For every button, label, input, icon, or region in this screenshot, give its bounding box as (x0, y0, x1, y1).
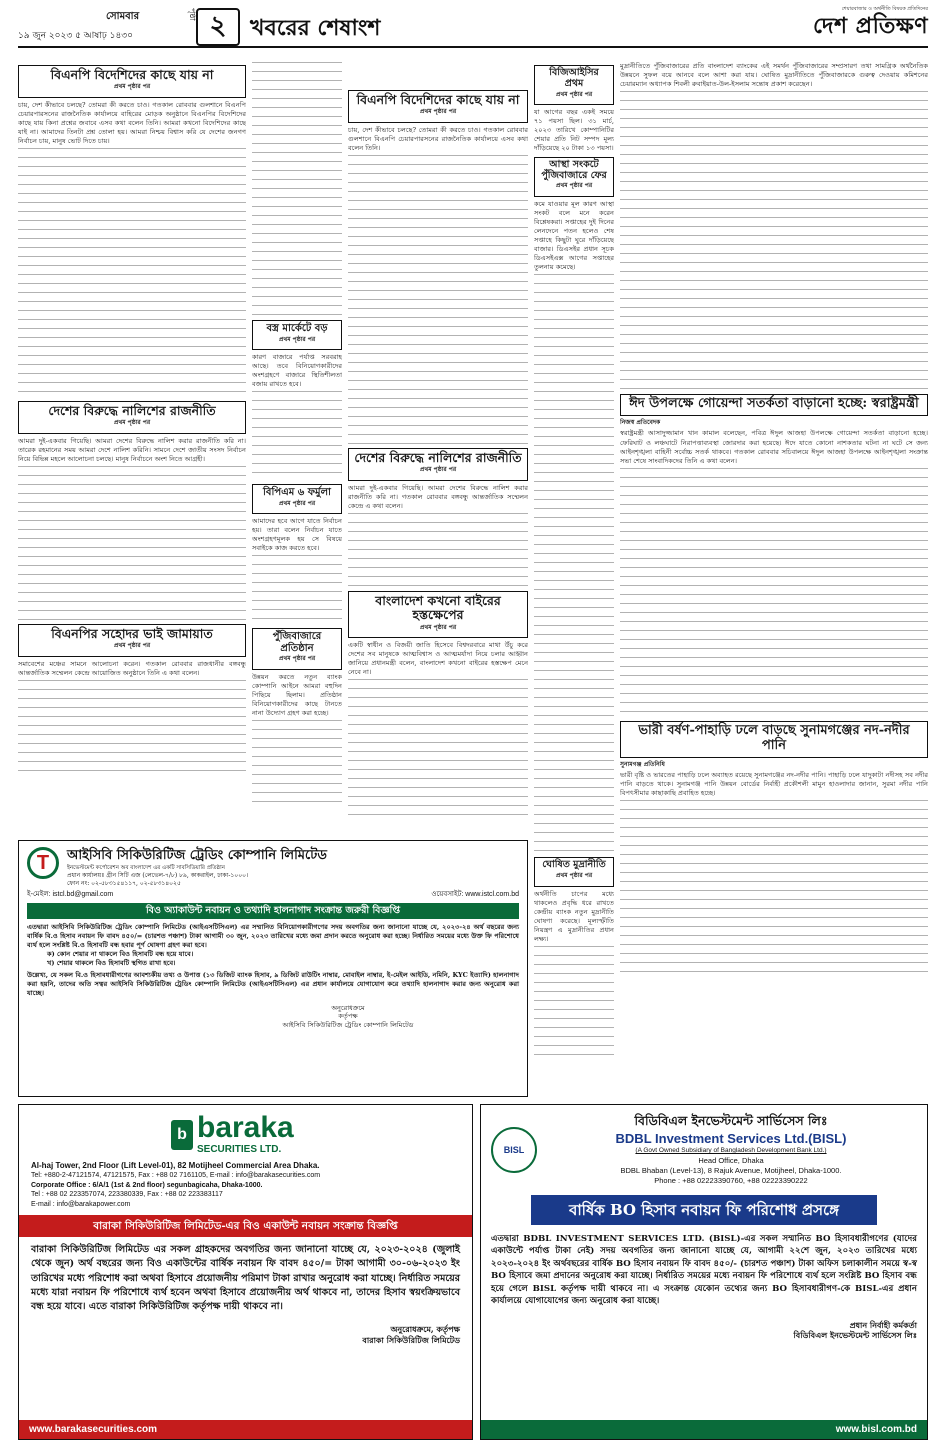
story-headline: বিপিএম ৬ ফর্মুলা (263, 487, 331, 499)
icsb-notice-title: বিও অ্যাকাউন্ট নবায়ন ও তথ্যাদি হালনাগাদ সংক্রান্ত জরুরী বিজ্ঞপ্তি (27, 903, 519, 920)
bisl-phone: Phone : +88 02223390760, +88 02223390222 (654, 1176, 808, 1186)
story-continuation: প্রথম পৃষ্ঠার পর (419, 466, 457, 474)
icsb-note: উল্লেখ্য, যে সকল বি.ও হিসাবধারীগণের আবশ্যকীয় তথ্য ও উপাত্ত (১৩ ডিজিট ব্যাংক হিসাব, ৯ ডিজিট রাউটিং নাম্বার, মোবাইল নাম্বার, ই-মেইল আইডি, নমিনি, KYC ইত্যাদি) হালনাগাদ করা হয়নি, তাদের অতি সত্বর আইসিবি সিকিউরিটিজ ট্রেডিং কোম্পানি লিমিটেড (আইএসটিসিএল) এর প্রধান কার্যালয়ে যোগাযোগ করে তথ্যাদি হালনাগাদ করার জন্য অনুরোধ করা যাচ্ছে। (27, 970, 519, 997)
bisl-name-bn: বিডিবিএল ইনভেস্টমেন্ট সার্ভিসেস লিঃ (634, 1113, 828, 1128)
story-headline-box (252, 320, 342, 350)
page-number: ২ (196, 8, 240, 46)
story-byline: সুনামগঞ্জ প্রতিনিধি (620, 760, 665, 768)
story-headline-box (252, 484, 342, 514)
story-body: চায়, দেশ কীভাবে চলছে? তোমরা কী করতে চাও। গতকাল রোববার গুলশানে বিএনপি চেয়ারপারসনের রাজনৈতিক কার্যালয়ে এসব কথা বলেন তিনি। (348, 125, 528, 152)
story-headline-box (348, 448, 528, 481)
icsb-notice-body: এতদ্বারা আইসিবি সিকিউরিটিজ ট্রেডিং কোম্পানি লিমিটেড (আইএসটিসিএল) এর সম্মানিত বিনিয়োগকারীগণের সদয় অবগতির জন্য জানানো যাচ্ছে যে, ২০২৩-২৪ অর্থ বছরের জন্য বার্ষিক বি.ও হিসাব নবায়ন ফি বাবদ ৪৫০/= (চারশত পঞ্চাশ) টাকা আগামী ৩০ জুন, ২০২৩ তারিখের মধ্যে জমা প্রদান করতে অনুরোধ করা হচ্ছে। নির্ধারিত সময়ের মধ্যে উক্ত ফি পরিশোধে ব্যর্থ হলে সংশ্লিষ্ট বি.ও হিসাবটি বন্ধ হবার পূর্ণ ঘোষণা গ্রহণ করা হবে। (27, 923, 519, 950)
icsb-phone: ফোন নং: ০২-৫৮৩১৫৪১১৭, ০২-৫৮৩১৪০২৫ (67, 880, 181, 888)
story-body: একটি স্বাধীন ও বিজয়ী জাতি হিসেবে বিশ্বদরবারে মাথা উঁচু করে দেশের সব মানুষকে আত্মবিশ্বাস ও আত্মমর্যাদা নিয়ে চলার আহ্বান জানিয়ে প্রধানমন্ত্রী বলেন, বাংলাদেশ কখনো বাইরের হস্তক্ষেপ মেনে নেবে না। (348, 640, 528, 677)
story-continuation: প্রথম পৃষ্ঠার পর (419, 108, 457, 116)
story-body: মুদ্রানীতিতে পুঁজিবাজারের প্রতি বাংলাদেশ ব্যাংকের এই সমর্থন পুঁজিবাজারের সম্প্রসারণ তথা সামগ্রিক অর্থনৈতিক উন্নয়নে সুফল বয়ে আনবে বলে আশা করা যায়। ঘোষিত মুদ্রানীতিতে পুঁজিবাজারকে গুরুত্ব দেওয়ায় কমিশনের চেয়ারম্যান অধ্যাপক শিবলী রুবাইয়াত-উল-ইসলাম সন্তোষ প্রকাশ করেছেন। (620, 62, 928, 89)
story-body-lines (620, 91, 928, 391)
story-body: উন্নয়ন করতে নতুন ব্যাংক কোম্পানি আইনে আমরা বহুদিন পিছিয়ে ছিলাম। প্রতিষ্ঠান বিনিয়োগকারীদের কাছে টানতে নানা উদ্যোগ গ্রহণ করা হচ্ছে। (252, 672, 342, 717)
paper-name: দেশ প্রতিক্ষণ (812, 13, 928, 39)
story-continuation: প্রথম পৃষ্ঠার পর (555, 90, 593, 98)
story-body: স্বরাষ্ট্রমন্ত্রী আসাদুজ্জামান খান কামাল বলেছেন, পবিত্র ঈদুল আজহা উপলক্ষে গোয়েন্দা সতর্কতা বাড়ানো হচ্ছে। ফেরিঘাট ও লঞ্চঘাটে নিরাপত্তাব্যবস্থা জোরদার করা হয়েছে। ঈদে যাতে কোনো নাশকতার ঘটনা না ঘটে সে জন্য আইনশৃঙ্খলা বাহিনী সর্বোচ্চ সতর্ক থাকবে। গতকাল রোববার সচিবালয়ে ঈদুল আজহা উপলক্ষে আইনশৃঙ্খলা সংক্রান্ত সভা শেষে সাংবাদিকদের তিনি এ কথা বলেন। (620, 429, 928, 465)
story-body: সমাবেশের মঞ্চের সামনে আলোচনা করেন। গতকাল রোববার রাজধানীর বঙ্গবন্ধু আন্তর্জাতিক সম্মেলন কেন্দ্রে আয়োজিত অনুষ্ঠানে তিনি এ কথা বলেন। (18, 659, 246, 677)
story-continuation: প্রথম পৃষ্ঠার পর (555, 872, 593, 880)
story-headline-box (534, 857, 614, 886)
story-headline: ভারী বর্ষণ-পাহাড়ি ঢলে বাড়ছে সুনামগঞ্জের নদ-নদীর পানি (638, 722, 910, 753)
story-headline: দেশের বিরুদ্ধে নালিশের রাজনীতি (48, 403, 216, 419)
story-body: আমরা দুই-একবার গিয়েছি। আমরা দেশের বিরুদ্ধে নালিশ করার রাজনীতি করি না। গতকাল রোববার বঙ্গবন্ধু আন্তর্জাতিক সম্মেলন কেন্দ্রে এ কথা বলেন। (348, 483, 528, 510)
story-headline-box (18, 624, 246, 657)
bisl-website[interactable]: www.bisl.com.bd (481, 1420, 927, 1440)
icsb-logo-icon: T (27, 847, 59, 879)
column-3 (348, 62, 528, 832)
story-headline: আস্থা সংকটে পুঁজিবাজারে ফের (541, 158, 607, 181)
icsb-advertisement (18, 840, 528, 1097)
story-body: চায়, দেশ কীভাবে চলছে? তোমরা কী করতে চাও। গতকাল রোববার গুলশানে বিএনপি চেয়ারপারসনের রাজনৈতিক কার্যালয়ে বাহিরের মোড়ক অনুষ্ঠানে বিএনপির বিদেশিদের কাছে যায় কিনা প্রশ্নের জবাবে এসব কথা বলেন তিনি। আমরা কখনো বিদেশিদের কাছে যাই না। আমাদের তিনটা প্রশ্ন তোলা হয়। আমরা নিশ্চয় বিশ্বাস করি যে দেশের জনগণ নির্বাচন চায়, মানুষ ভোট দিতে চায়। (18, 100, 246, 146)
icsb-address: প্রধান কার্যালয়ঃ গ্রীন সিটি এজ (লেভেল-৭/৮) ৮৯, কাকরাইল, ঢাকা-১০০০। (67, 871, 249, 879)
bisl-address: BDBL Bhaban (Level-13), 8 Rajuk Avenue, Motijheel, Dhaka-1000. (620, 1166, 842, 1176)
story-continuation: প্রথম পৃষ্ঠার পর (113, 419, 151, 427)
story-body: আমরা দুই-একবার গিয়েছি। আমরা দেশের বিরুদ্ধে নালিশ করার রাজনীতি করি না। তারেক রহমানের সময় আমরা দেশে নালিশ করিনি। সামনে দেশে জাতীয় সংসদ নির্বাচন নিয়ে বিভিন্ন মহলে আলোচনা চলছে। মানুষ নির্বাচনে অংশ নিতে আগ্রহী। (18, 436, 246, 463)
icsb-website: ওয়েবসাইট: www.istcl.com.bd (431, 891, 519, 899)
story-body-lines (18, 680, 246, 775)
baraka-sign-1: অনুরোধক্রমে, কর্তৃপক্ষ (390, 1324, 460, 1335)
bisl-notice-title: বার্ষিক BO হিসাব নবায়ন ফি পরিশোধ প্রসঙ্গে (531, 1195, 877, 1225)
story-body-lines (348, 155, 528, 445)
masthead-day: সোমবার (106, 11, 140, 22)
baraka-logo-icon: b (171, 1120, 193, 1150)
baraka-sign-2: বারাকা সিকিউরিটিজ লিমিটেড (362, 1335, 460, 1346)
story-continuation: প্রথম পৃষ্ঠার পর (113, 642, 151, 650)
bisl-logo-icon: BISL (491, 1127, 537, 1173)
story-headline: বিজিআইসির প্রথম (549, 67, 599, 89)
story-headline-box (18, 65, 246, 98)
story-headline: বাংলাদেশ কখনো বাইরের হস্তক্ষেপের (375, 592, 501, 623)
bisl-subsidiary: (A Govt Owned Subsidiary of Bangladesh Development Bank Ltd.) (635, 1147, 827, 1155)
story-continuation: প্রথম পৃষ্ঠার পর (419, 623, 457, 631)
story-body-lines (252, 555, 342, 625)
story-headline-box (348, 591, 528, 638)
story-byline: নিজস্ব প্রতিবেদক (620, 419, 661, 427)
story-headline: বস্ত্র মার্কেটে বড় (266, 323, 328, 334)
icsb-item-b: খ) শেয়ার থাকলে বিও হিসাবটি স্থগিত রাখা হবে। (47, 958, 176, 967)
icsb-sign-3: আইসিবি সিকিউরিটিজ ট্রেডিং কোম্পানি লিমিটেড (282, 1021, 414, 1030)
baraka-brand-sub: SECURITIES LTD. (197, 1144, 282, 1155)
story-headline-box (252, 628, 342, 669)
icsb-company-name: আইসিবি সিকিউরিটিজ ট্রেডিং কোম্পানি লিমিটেড (67, 848, 327, 863)
story-headline: বিএনপি বিদেশিদের কাছে যায় না (50, 67, 214, 82)
story-body-lines (348, 679, 528, 819)
icsb-email: ই-মেইল: istcl.bd@gmail.com (27, 891, 114, 899)
icsb-sign-1: অনুরোধক্রমে (331, 1003, 365, 1012)
story-continuation: প্রথম পৃষ্ঠার পর (278, 335, 316, 343)
baraka-advertisement (18, 1104, 473, 1440)
story-body: কমে যাওয়ার মূল কারণ আস্থা সংকট বলে মনে করেন বিশ্লেষকরা। সপ্তাহের দুই দিনের লেনদেনে পতন হলেও শেষ সপ্তাহে কিছুটা ঘুরে দাঁড়িয়েছে বাজার। ডিএসইর প্রধান সূচক ডিএসইএক্স আগের সপ্তাহের তুলনায় কমেছে। (534, 199, 614, 272)
bisl-advertisement (480, 1104, 928, 1440)
section-title: খবরের শেষাংশ (250, 15, 381, 41)
story-continuation: প্রথম পৃষ্ঠার পর (555, 182, 593, 190)
story-headline: ঘোষিত মুদ্রানীতি (542, 859, 606, 871)
story-body-lines (18, 466, 246, 621)
story-headline-box (534, 157, 614, 197)
icsb-item-a: ক) কোন শেয়ার না থাকলে বিও হিসাবটি বন্ধ হয়ে যাবে। (47, 950, 194, 959)
bisl-sign-2: বিডিবিএল ইনভেস্টমেন্ট সার্ভিসেস লিঃ (793, 1330, 917, 1341)
story-body-lines (252, 62, 342, 317)
story-body-lines (252, 391, 342, 481)
column-1 (18, 62, 246, 832)
story-body: অর্থনীতি চাপের মধ্যে থাকলেও প্রবৃদ্ধি ধরে রাখতে কেন্দ্রীয় ব্যাংক নতুন মুদ্রানীতি ঘোষণা করেছে। মূল্যস্ফীতি নিয়ন্ত্রণ এ মুদ্রানীতির প্রধান লক্ষ্য। (534, 889, 614, 944)
baraka-email-2: E-mail : info@barakapower.com (31, 1200, 131, 1208)
column-2 (252, 62, 342, 832)
baraka-tel: Tel: +880-2-47121574, 47121575, Fax : +88 02 7161105, E-mail : info@barakasecurities.com (31, 1172, 321, 1180)
icsb-tagline: ইনভেস্টমেন্ট কর্পোরেশন অব বাংলাদেশ এর একটি সাবসিডিয়ারি প্রতিষ্ঠান (67, 864, 225, 871)
story-body-lines (620, 800, 928, 975)
page-label: পৃষ্ঠা (188, 8, 197, 21)
paper-tagline: শেয়ারবাজার ও অর্থনীতি বিষয়ক প্রতিদিনের (841, 6, 928, 12)
column-4 (534, 62, 614, 1097)
masthead-date: ১৯ জুন ২০২৩ ৫ আষাঢ় ১৪৩০ (18, 31, 134, 41)
story-body-lines (534, 274, 614, 854)
baraka-notice-body: বারাকা সিকিউরিটিজ লিমিটেড এর সকল গ্রাহকদের অবগতির জন্য জানানো যাচ্ছে যে, ২০২৩-২০২৪ (জুলাই থেকে জুন) অর্থ বছরের জন্য বিও একাউন্টের বার্ষিক নবায়ন ফি বাবদ ৪৫০/= টাকা আগামী ৩০-০৬-২০২৩ ইং তারিখের মধ্যে পরিশোধ করা অথবা হিসাবে প্রয়োজনীয় পরিমাণ টাকা রাখার অনুরোধ করা যাচ্ছে। নির্ধারিত সময়ের মধ্যে যারা নবায়ন ফি পরিশোধে ব্যর্থ হবেন অথবা হিসাবে প্রয়োজনীয় অর্থ থাকবে না, তাদের হিসাব স্বয়ংক্রিয়ভাবে বন্ধ হয়ে যাবে। এতে বারাকা সিকিউরিটিজ কর্তৃপক্ষ দায়ী থাকবে না। (31, 1244, 460, 1313)
story-headline-box (348, 90, 528, 123)
story-body-lines (18, 148, 246, 398)
baraka-notice-title: বারাকা সিকিউরিটিজ লিমিটেড-এর বিও একাউন্ট নবায়ন সংক্রান্ত বিজ্ঞপ্তি (19, 1215, 472, 1237)
story-continuation: প্রথম পৃষ্ঠার পর (113, 83, 151, 91)
story-body: আমাদের হবে আগে যাতে নির্বাচন হয়। তারা বলেন নির্বাচন যাতে অংশগ্রহণমূলক হয় সে বিষয়ে সবাইকে কাজ করতে হবে। (252, 516, 342, 553)
story-body: কারণ বাজারে পর্যাপ্ত সরবরাহ আছে। তবে বিনিয়োগকারীদের অংশগ্রহণে বাজারে স্থিতিশীলতা বজায় রাখতে হবে। (252, 352, 342, 389)
story-headline-box (534, 65, 614, 105)
masthead (18, 8, 928, 48)
baraka-brand: baraka (197, 1111, 294, 1144)
story-headline-box (620, 394, 928, 416)
bisl-office: Head Office, Dhaka (698, 1156, 764, 1166)
story-body-lines (534, 946, 614, 1056)
bisl-notice-body: এতদ্বারা BDBL INVESTMENT SERVICES LTD. (BISL)-এর সকল সম্মানিত BO হিসাবধারীগণের (যাদের একাউন্টে পর্যাপ্ত টাকা নেই) সদয় অবগতির জন্য জানানো যাচ্ছে যে, আগামী ২২শে জুন, ২০২৩ তারিখের মধ্যে ২০২৩-২০২৪ ইং অর্থবছরের বার্ষিক BO হিসাব নবায়ন ফি বাবদ ৪৫০/- (চারশত পঞ্চাশ) টাকা অফিস চলাকালীন সময়ে স্ব-স্ব BO হিসাবে জমা প্রদানের অনুরোধ করা যাচ্ছে। নির্ধারিত সময়ের মধ্যে নবায়ন ফি পরিশোধে ব্যর্থ হলে সংশ্লিষ্ট BO হিসাব বন্ধ হয়ে গেলে BISL কর্তৃপক্ষ দায়ী থাকবে না। এ সংক্রান্ত যেকোন তথ্যের জন্য BO হিসাবধারীগণ-কে BISL-এর প্রধান কার্যালয়ে যোগাযোগের জন্য অনুরোধ করা যাচ্ছে। (491, 1233, 917, 1307)
bisl-name-en: BDBL Investment Services Ltd.(BISL) (615, 1130, 847, 1146)
story-continuation: প্রথম পৃষ্ঠার পর (278, 499, 316, 507)
story-continuation: প্রথম পৃষ্ঠার পর (278, 655, 316, 663)
story-headline: পুঁজিবাজারে প্রতিষ্ঠান (272, 631, 322, 654)
story-body: যা আগের বছর একই সময়ে ৭১ পয়সা ছিল। ৩১ মার্চ, ২০২৩ তারিখে কোম্পানিটির শেয়ার প্রতি নিট সম্পদ মূল্য দাঁড়িয়েছে ২০ টাকা ১৩ পয়সা। (534, 108, 614, 153)
story-headline: ঈদ উপলক্ষে গোয়েন্দা সতর্কতা বাড়ানো হচ্ছে: স্বরাষ্ট্রমন্ত্রী (629, 396, 919, 412)
baraka-tel-2: Tel : +88 02 223357074, 223380339, Fax : +88 02 223383117 (31, 1191, 223, 1199)
baraka-corporate: Corporate Office : 6/A/1 (1st & 2nd floor) segunbagicaha, Dhaka-1000. (31, 1181, 263, 1189)
baraka-address: Al-haj Tower, 2nd Floor (Lift Level-01), 82 Motijheel Commercial Area Dhaka. (31, 1160, 320, 1170)
column-5 (620, 62, 928, 1097)
story-headline: বিএনপি বিদেশিদের কাছে যায় না (356, 92, 520, 107)
story-headline: বিএনপির সহোদর ভাই জামায়াত (51, 626, 213, 642)
bisl-sign-1: প্রধান নির্বাহী কর্মকর্তা (849, 1319, 917, 1330)
story-body-lines (348, 513, 528, 588)
story-headline-box (18, 401, 246, 434)
story-body: ভারী বৃষ্টি ও ভারতের পাহাড়ি ঢলে অব্যাহত রয়েছে সুনামগঞ্জের নদ-নদীর পানি। পাহাড়ি ঢলে যাদুকাটা নদীসহ সব নদীর পানি বাড়তে থাকে। সুনামগঞ্জ পানি উন্নয়ন বোর্ডের নির্বাহী প্রকৌশলী মামুন হাওলাদার জানান, সুরমা নদীর পানি বিপৎসীমার কাছাকাছি প্রবাহিত হচ্ছে। (620, 771, 928, 798)
icsb-sign-2: কর্তৃপক্ষ (338, 1012, 358, 1021)
story-body-lines (252, 720, 342, 810)
story-headline: দেশের বিরুদ্ধে নালিশের রাজনীতি (354, 449, 522, 465)
story-body-lines (620, 468, 928, 718)
story-headline-box (620, 721, 928, 758)
baraka-website[interactable]: www.barakasecurities.com (19, 1420, 472, 1440)
